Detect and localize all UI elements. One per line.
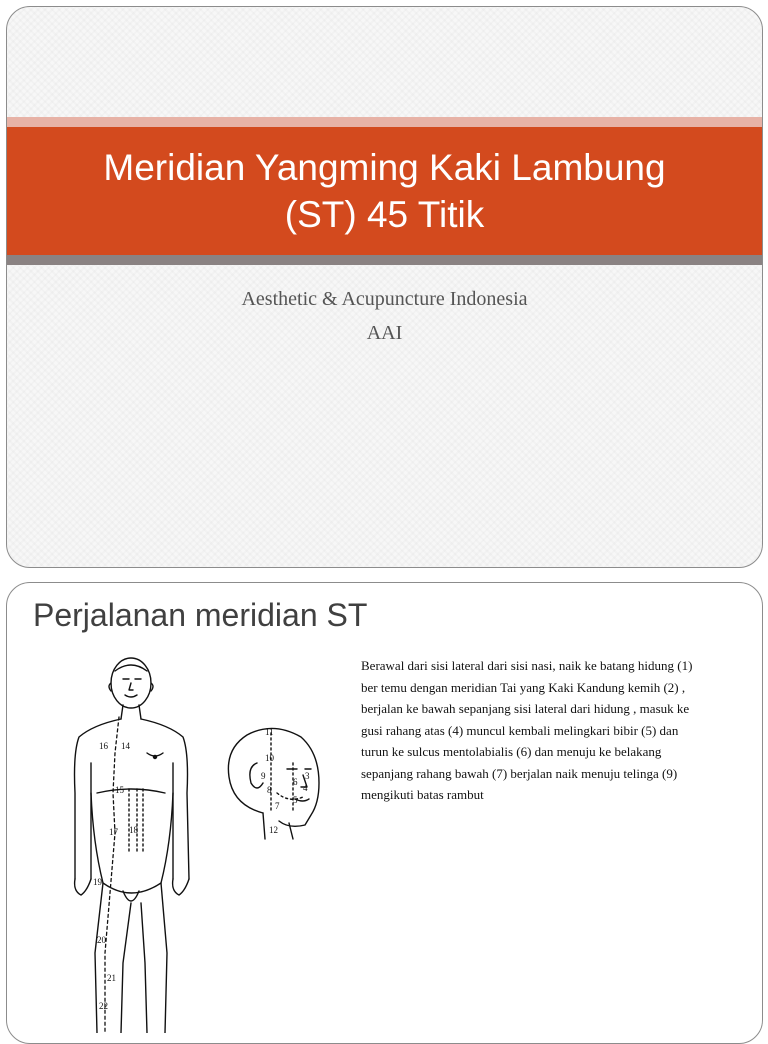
label-14: 14	[121, 741, 130, 751]
label-20: 20	[97, 935, 106, 945]
figure-labels	[93, 727, 310, 1011]
label-3: 3	[305, 771, 310, 781]
label-5: 5	[293, 795, 298, 805]
label-16: 16	[99, 741, 108, 751]
content-slide	[6, 582, 763, 1044]
label-7: 7	[275, 801, 280, 811]
label-11: 11	[265, 727, 274, 737]
label-19: 19	[93, 877, 102, 887]
body-figure	[75, 658, 190, 1033]
content-slide-title: Perjalanan meridian ST	[33, 597, 368, 633]
label-12: 12	[269, 825, 278, 835]
label-17: 17	[109, 827, 118, 837]
subtitle-organization: Aesthetic & Acupuncture Indonesia	[241, 288, 528, 310]
slide-title: Meridian Yangming Kaki Lambung (ST) 45 Titik	[103, 147, 666, 235]
title-accent-band-bottom	[7, 255, 762, 265]
title-accent-band-top	[7, 117, 762, 127]
subtitle-abbreviation: AAI	[366, 322, 403, 344]
title-band	[7, 127, 762, 255]
label-18: 18	[129, 825, 138, 835]
meridian-illustration	[57, 653, 347, 1033]
label-9: 9	[261, 771, 266, 781]
slide-subtitle	[7, 282, 762, 350]
label-10: 10	[265, 753, 274, 763]
label-6: 6	[293, 777, 298, 787]
label-22: 22	[99, 1001, 108, 1011]
label-8: 8	[267, 785, 272, 795]
label-21: 21	[107, 973, 116, 983]
title-slide	[6, 6, 763, 568]
label-15: 15	[115, 785, 124, 795]
meridian-description: Berawal dari sisi lateral dari sisi nasi, naik ke batang hidung (1) ber temu dengan meridian Tai yang Kaki Kandung kemih (2) , berjalan ke bawah sepanjang sisi lateral dari hidung , masuk ke gusi rahang atas (4) muncul kembali melingkari bibir (5) dan turun ke sulcus mentolabialis (6) dan menuju ke belakang sepanjang rahang bawah (7) berjalan naik menuju telinga (9) mengikuti batas rambut	[361, 658, 693, 802]
label-4: 4	[303, 783, 308, 793]
